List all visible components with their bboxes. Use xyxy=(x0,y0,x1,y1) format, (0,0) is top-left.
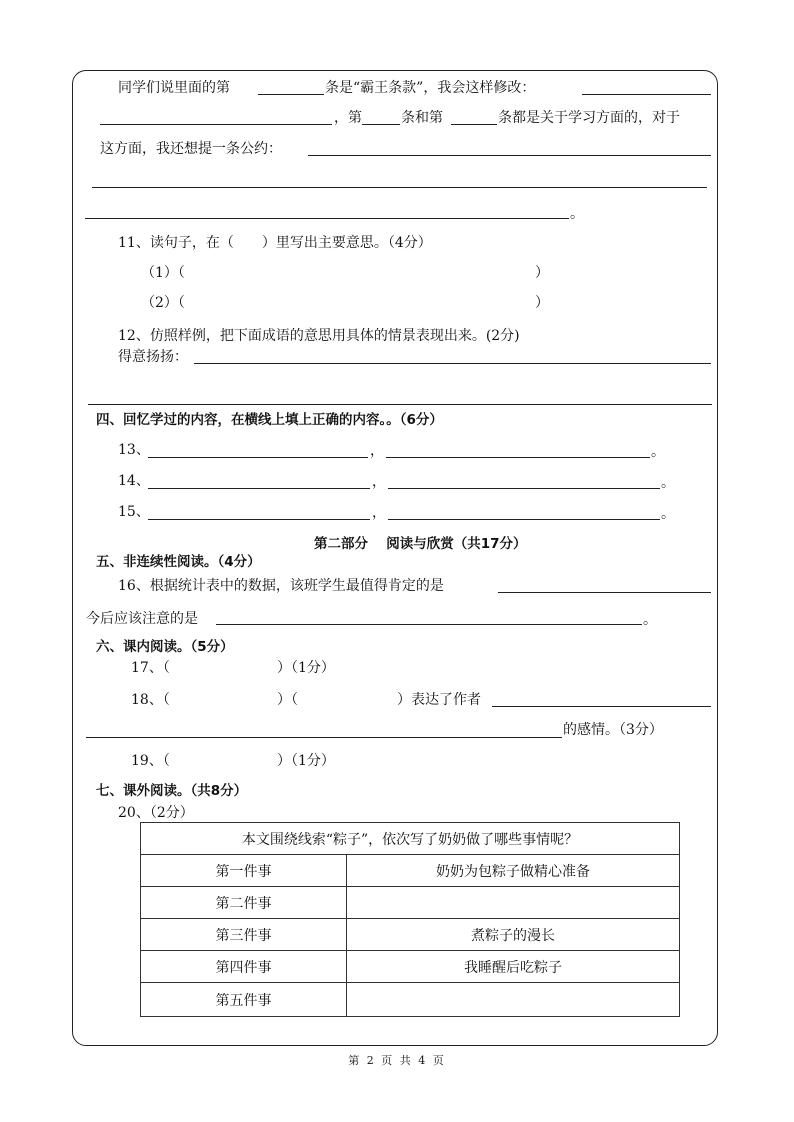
table-title: 本文围绕线索“粽子”，依次写了奶奶做了哪些事情呢？ xyxy=(141,823,680,855)
q17-text-b: ）（1分） xyxy=(277,660,335,676)
table-row xyxy=(141,887,680,919)
q18-blank-1[interactable] xyxy=(492,706,711,707)
table-row xyxy=(141,951,680,983)
q14-blank-1[interactable] xyxy=(148,488,370,489)
q14-end: 。 xyxy=(661,475,675,491)
q10-blank-revision-1[interactable] xyxy=(582,94,711,95)
section5-heading: 五、非连续性阅读。（4分） xyxy=(96,554,261,570)
event-answer-cell[interactable] xyxy=(347,983,680,1017)
event-content: 煮粽子的漫长 xyxy=(347,919,680,951)
q10-blank-article-b[interactable] xyxy=(451,124,497,125)
q11-item1-label: （1）（ xyxy=(141,265,185,281)
event-label: 第四件事 xyxy=(141,951,347,983)
q12-answer-blank[interactable] xyxy=(194,363,711,364)
q13-number: 13、 xyxy=(118,442,150,458)
event-content: 奶奶为包粽子做精心准备 xyxy=(347,855,680,887)
q18-text-b: ）（ xyxy=(277,692,298,708)
q15-blank-1[interactable] xyxy=(148,519,370,520)
q15-end: 。 xyxy=(661,506,675,522)
q10-blank-proposal-3[interactable] xyxy=(85,218,569,219)
q16-blank-2[interactable] xyxy=(216,624,642,625)
q18-blank-2[interactable] xyxy=(86,737,562,738)
q19-text-b: ）（1分） xyxy=(277,753,335,769)
q13-blank-1[interactable] xyxy=(148,457,368,458)
q14-comma: ， xyxy=(372,474,386,490)
q10-blank-proposal-1[interactable] xyxy=(308,155,711,156)
q20-label: 20、（2分） xyxy=(118,805,194,821)
q10-line2-b: 条和第 xyxy=(401,110,443,126)
q15-comma: ， xyxy=(372,505,386,521)
q16-blank-1[interactable] xyxy=(498,592,711,593)
table-title-row xyxy=(141,823,680,855)
events-table xyxy=(140,822,680,1017)
q10-line1-a: 同学们说里面的第 xyxy=(118,80,230,96)
section6-heading: 六、课内阅读。（5分） xyxy=(96,639,234,655)
q11-title: 11、读句子，在（ ）里写出主要意思。（4分） xyxy=(118,235,432,251)
section7-heading: 七、课外阅读。（共8分） xyxy=(96,783,248,799)
q13-end: 。 xyxy=(651,444,665,460)
q14-blank-2[interactable] xyxy=(388,488,660,489)
table-row xyxy=(141,919,680,951)
event-content: 我睡醒后吃粽子 xyxy=(347,951,680,983)
q10-line2-c: 条都是关于学习方面的，对于 xyxy=(498,110,680,126)
q10-line2-a: ，第 xyxy=(334,110,362,126)
table-row xyxy=(141,855,680,887)
q10-blank-article[interactable] xyxy=(258,94,324,95)
q10-line1-b: 条是“霸王条款”，我会这样修改： xyxy=(325,80,536,96)
q14-number: 14、 xyxy=(118,473,150,489)
q17-text-a: 17、（ xyxy=(131,660,170,676)
q10-blank-revision-2[interactable] xyxy=(100,124,332,125)
q10-line3: 这方面，我还想提一条公约： xyxy=(100,141,282,157)
q13-blank-2[interactable] xyxy=(386,457,650,458)
q18-text-c: ）表达了作者 xyxy=(397,692,481,708)
part2-heading: 第二部分 阅读与欣赏（共17分） xyxy=(314,536,527,552)
q19-text-a: 19、（ xyxy=(131,753,170,769)
q12-title: 12、仿照样例，把下面成语的意思用具体的情景表现出来。(2分) xyxy=(118,328,520,344)
q11-item2-close: ） xyxy=(535,295,549,311)
event-label: 第一件事 xyxy=(141,855,347,887)
table-row xyxy=(141,983,680,1017)
q12-idiom: 得意扬扬： xyxy=(118,349,188,365)
q16-text-b: 今后应该注意的是 xyxy=(86,611,198,627)
q13-comma: ， xyxy=(370,443,384,459)
q15-blank-2[interactable] xyxy=(388,519,660,520)
event-label: 第二件事 xyxy=(141,887,347,919)
q16-text-a: 16、根据统计表中的数据，该班学生最值得肯定的是 xyxy=(118,578,444,594)
section-divider xyxy=(88,404,712,405)
event-answer-cell[interactable] xyxy=(347,887,680,919)
event-label: 第三件事 xyxy=(141,919,347,951)
q18-text-a: 18、（ xyxy=(131,692,170,708)
event-label: 第五件事 xyxy=(141,983,347,1017)
q18-text-d: 的感情。（3分） xyxy=(563,722,663,738)
q10-end-mark: 。 xyxy=(570,206,584,222)
q16-end: 。 xyxy=(643,612,657,628)
q11-item1-close: ） xyxy=(535,265,549,281)
section4-heading: 四、回忆学过的内容，在横线上填上正确的内容。。（6分） xyxy=(96,412,443,428)
q10-blank-article-a[interactable] xyxy=(362,124,400,125)
q15-number: 15、 xyxy=(118,504,150,520)
q11-item2-label: （2）（ xyxy=(141,295,185,311)
page-footer: 第 2 页 共 4 页 xyxy=(348,1054,446,1067)
q10-blank-proposal-2[interactable] xyxy=(92,187,707,188)
